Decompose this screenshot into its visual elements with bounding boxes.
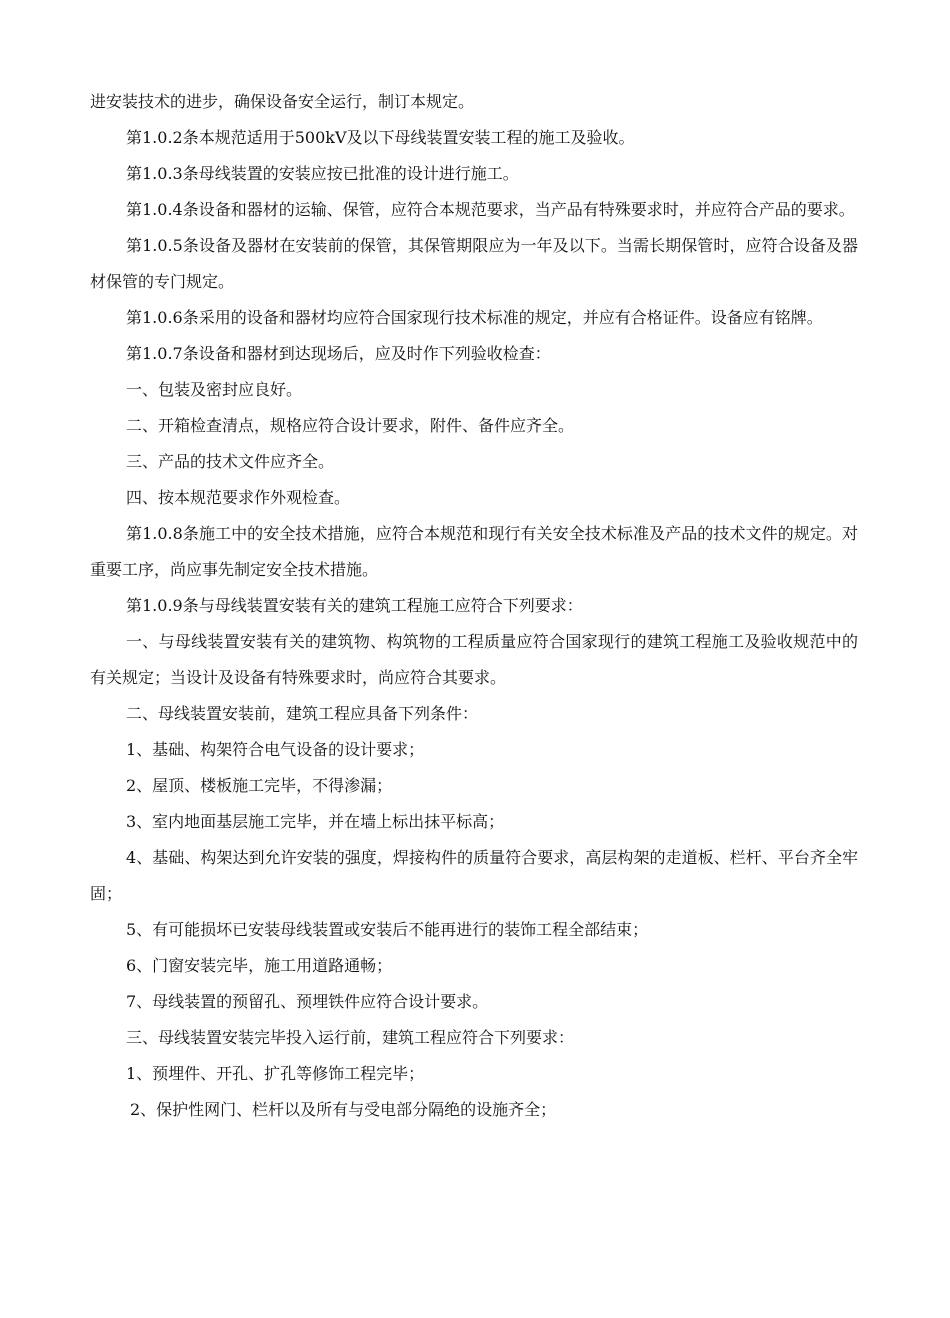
sub-list-item: 4、基础、构架达到允许安装的强度，焊接构件的质量符合要求，高层构架的走道板、栏杆、平台齐全牢固； bbox=[90, 848, 858, 903]
clause-1-0-6: 第1.0.6条采用的设备和器材均应符合国家现行技术标准的规定，并应有合格证件。设备应有铭牌。 bbox=[126, 308, 823, 327]
document-body bbox=[90, 84, 858, 1128]
list-item: 二、母线装置安装前，建筑工程应具备下列条件： bbox=[126, 704, 479, 723]
sub-list-item: 2、保护性网门、栏杆以及所有与受电部分隔绝的设施齐全； bbox=[130, 1100, 557, 1119]
paragraph-1: 进安装技术的进步，确保设备安全运行，制订本规定。 bbox=[90, 92, 475, 111]
sub-list-item: 7、母线装置的预留孔、预埋铁件应符合设计要求。 bbox=[126, 992, 489, 1011]
list-item: 三、母线装置安装完毕投入运行前，建筑工程应符合下列要求： bbox=[126, 1028, 575, 1047]
clause-1-0-3: 第1.0.3条母线装置的安装应按已批准的设计进行施工。 bbox=[126, 164, 519, 183]
clause-1-0-7: 第1.0.7条设备和器材到达现场后，应及时作下列验收检查： bbox=[126, 344, 551, 363]
sub-list-item: 1、预埋件、开孔、扩孔等修饰工程完毕； bbox=[126, 1064, 425, 1083]
clause-1-0-4: 第1.0.4条设备和器材的运输、保管，应符合本规范要求，当产品有特殊要求时，并应符合产品的要求。 bbox=[126, 200, 855, 219]
list-item: 四、按本规范要求作外观检查。 bbox=[126, 488, 351, 507]
clause-1-0-8: 第1.0.8条施工中的安全技术措施，应符合本规范和现行有关安全技术标准及产品的技术文件的规定。对重要工序，尚应事先制定安全技术措施。 bbox=[90, 524, 858, 579]
list-item: 二、开箱检查清点，规格应符合设计要求，附件、备件应齐全。 bbox=[126, 416, 575, 435]
clause-1-0-5: 第1.0.5条设备及器材在安装前的保管，其保管期限应为一年及以下。当需长期保管时，应符合设备及器材保管的专门规定。 bbox=[90, 236, 858, 291]
list-item: 一、包装及密封应良好。 bbox=[126, 380, 303, 399]
clause-1-0-9: 第1.0.9条与母线装置安装有关的建筑工程施工应符合下列要求： bbox=[126, 596, 583, 615]
sub-list-item: 3、室内地面基层施工完毕，并在墙上标出抹平标高； bbox=[126, 812, 505, 831]
list-item: 三、产品的技术文件应齐全。 bbox=[126, 452, 335, 471]
sub-list-item: 6、门窗安装完毕，施工用道路通畅； bbox=[126, 956, 393, 975]
clause-1-0-2: 第1.0.2条本规范适用于500kV及以下母线装置安装工程的施工及验收。 bbox=[126, 128, 635, 147]
list-item: 一、与母线装置安装有关的建筑物、构筑物的工程质量应符合国家现行的建筑工程施工及验收规范中的有关规定；当设计及设备有特殊要求时，尚应符合其要求。 bbox=[90, 632, 858, 687]
sub-list-item: 2、屋顶、楼板施工完毕，不得渗漏； bbox=[126, 776, 393, 795]
sub-list-item: 5、有可能损坏已安装母线装置或安装后不能再进行的装饰工程全部结束； bbox=[126, 920, 649, 939]
sub-list-item: 1、基础、构架符合电气设备的设计要求； bbox=[126, 740, 425, 759]
